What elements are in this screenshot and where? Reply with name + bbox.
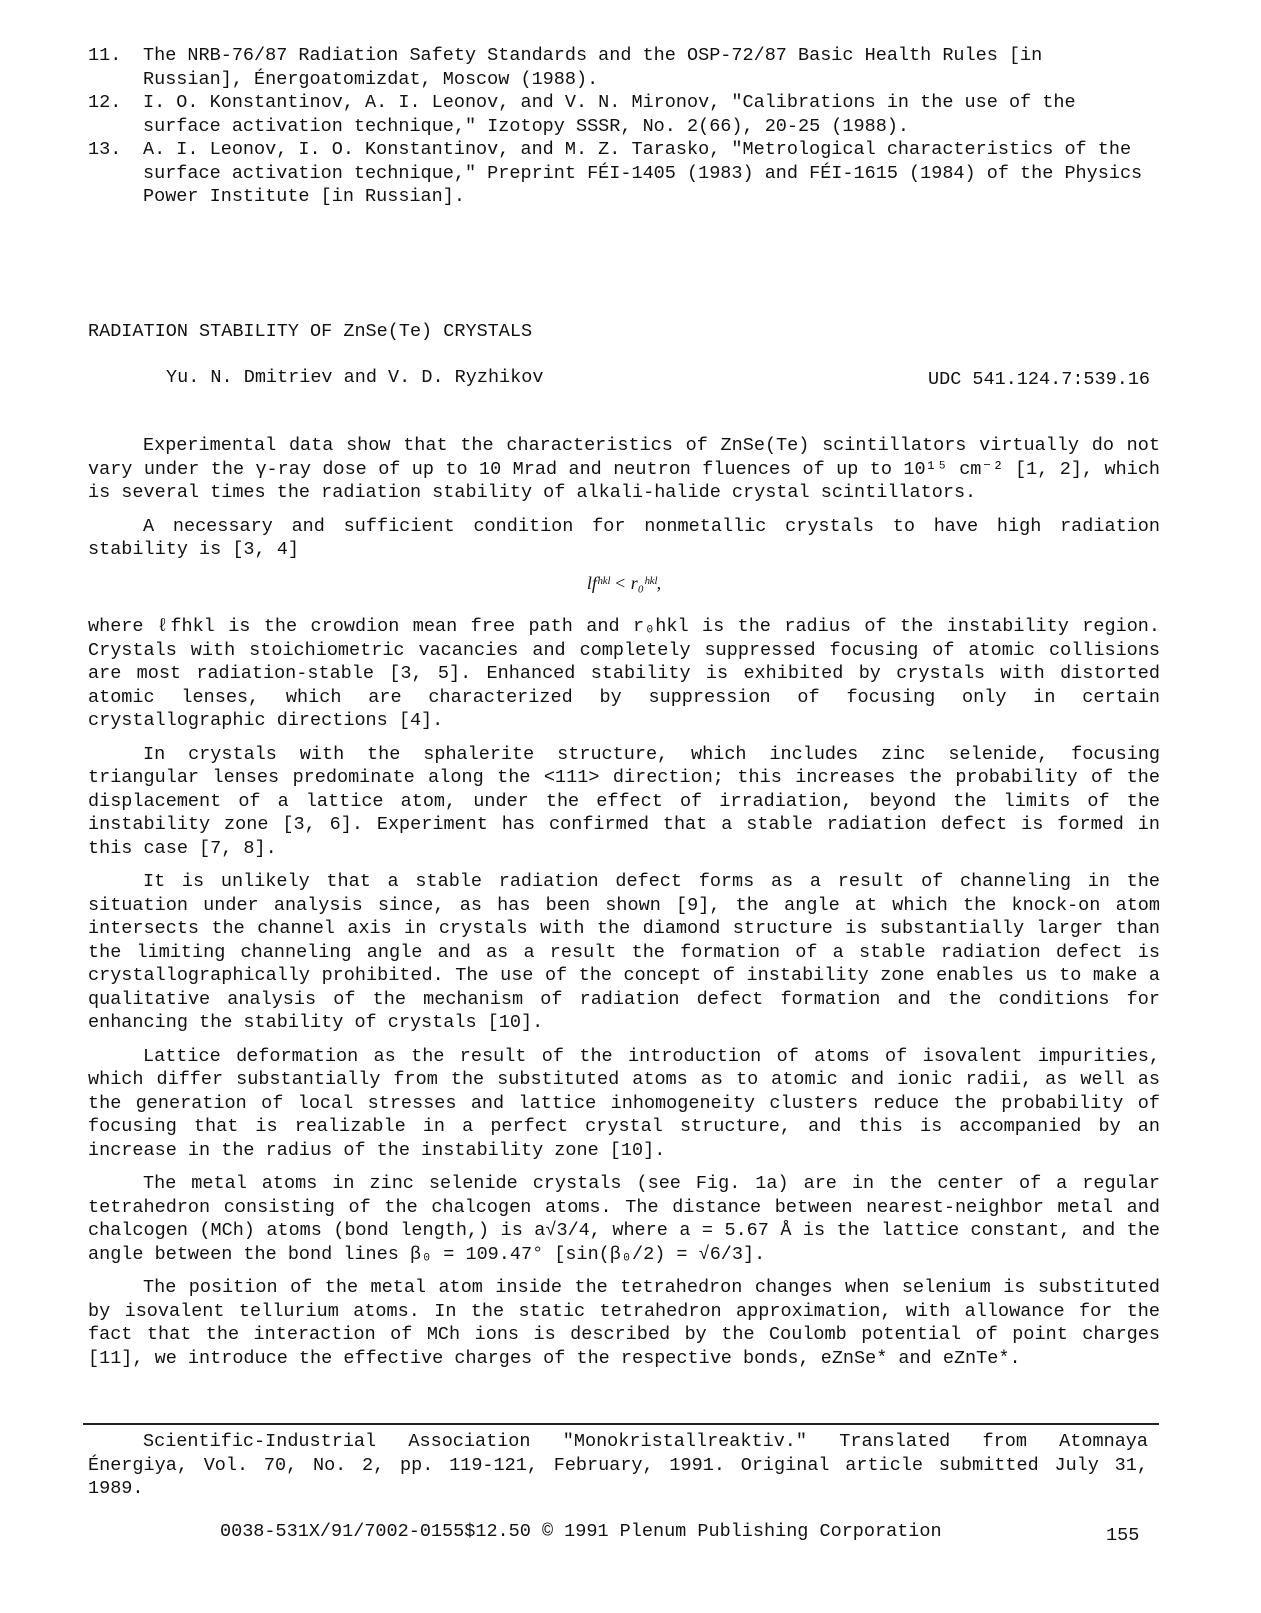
paragraph: It is unlikely that a stable radiation defect forms as a result of channeling in the situation under analysis since, as has been shown [9], the angle at which the knock-on atom intersects the channel axis in crystals with the diamond structure is substantially larger than the limiting channeling angle and as a result the formation of a stable radiation defect is crystallographically prohibited. The use of the concept of instability zone enables us to make a qualitative analysis of the mechanism of radiation defect formation and the conditions for enhancing the stability of crystals [10].: [88, 871, 1160, 1033]
footnote-text: Scientific-Industrial Association "Monokristallreaktiv." Translated from Atomnaya Énergiya, Vol. 70, No. 2, pp. 119-121, February, 1991. Original article submitted July 31, 1989.: [88, 1431, 1148, 1499]
udc-code: UDC 541.124.7:539.16: [928, 369, 1151, 390]
paragraph: In crystals with the sphalerite structure, which includes zinc selenide, focusing triangular lenses predominate along the <111> direction; this increases the probability of the displacement of a lattice atom, under the effect of irradiation, beyond the limits of the instability zone [3, 6]. Experiment has confirmed that a stable radiation defect is formed in this case [7, 8].: [88, 743, 1160, 859]
paragraph: The position of the metal atom inside the tetrahedron changes when selenium is substituted by isovalent tellurium atoms. In the static tetrahedron approximation, with allowance for the fact that the interaction of MCh ions is described by the Coulomb potential of point charges [11], we introduce the effective charges of the respective bonds, eZnSe* and eZnTe*.: [88, 1277, 1160, 1369]
paragraph: where ℓfhkl is the crowdion mean free path and r₀hkl is the radius of the instability region. Crystals with stoichiometric vacancies and completely suppressed focusing of atomic collisions are most radiation-stable [3, 5]. Enhanced stability is exhibited by crystals with distorted atomic lenses, which are characterized by suppression of focusing only in certain crystallographic directions [4].: [88, 616, 1160, 731]
copyright-line: 0038-531X/91/7002-0155$12.50 © 1991 Plenum Publishing Corporation: [220, 1521, 942, 1542]
page-number: 155: [1106, 1525, 1140, 1546]
paragraph: A necessary and sufficient condition for nonmetallic crystals to have high radiation stability is [3, 4]: [88, 515, 1160, 560]
reference-number: 13.: [88, 139, 122, 160]
paragraph: Experimental data show that the characteristics of ZnSe(Te) scintillators virtually do not vary under the γ-ray dose of up to 10 Mrad and neutron fluences of up to 10¹⁵ cm⁻² [1, 2], which is several times the radiation stability of alkali-halide crystal scintillators.: [88, 435, 1160, 503]
reference-text: I. O. Konstantinov, A. I. Leonov, and V. N. Mironov, "Calibrations in the use of the surface activation technique," Izotopy SSSR, No. 2(66), 20-25 (1988).: [143, 92, 1076, 137]
paragraph: The metal atoms in zinc selenide crystals (see Fig. 1a) are in the center of a regular tetrahedron consisting of the chalcogen atoms. The distance between nearest-neighbor metal and chalcogen (MCh) atoms (bond length,) is a√3/4, where a = 5.67 Å is the lattice constant, and the angle between the bond lines β₀ = 109.47° [sin(β₀/2) = √6/3].: [88, 1173, 1160, 1265]
article-authors: Yu. N. Dmitriev and V. D. Ryzhikov: [166, 367, 544, 388]
reference-text: A. I. Leonov, I. O. Konstantinov, and M. Z. Tarasko, "Metrological characteristics of the surface activation technique," Preprint FÉI-1405 (1983) and FÉI-1615 (1984) of the Physics Power Institute [in Russian].: [143, 139, 1143, 207]
equation: lfʰᵏˡ < r₀ʰᵏˡ,: [586, 572, 662, 593]
article-body: [88, 434, 1160, 1380]
reference-item: [88, 91, 1148, 138]
footnote: [88, 1430, 1148, 1501]
reference-number: 12.: [88, 92, 122, 113]
reference-list: [88, 44, 1148, 209]
reference-item: [88, 44, 1148, 91]
paragraph: Lattice deformation as the result of the introduction of atoms of isovalent impurities, which differ substantially from the substituted atoms as to atomic and ionic radii, as well as the generation of local stresses and lattice inhomogeneity clusters reduce the probability of focusing that is realizable in a perfect crystal structure, and this is accompanied by an increase in the radius of the instability zone [10].: [88, 1045, 1160, 1161]
reference-text: The NRB-76/87 Radiation Safety Standards and the OSP-72/87 Basic Health Rules [in Russian], Énergoatomizdat, Moscow (1988).: [143, 45, 1043, 90]
footnote-divider: [83, 1423, 1159, 1425]
reference-number: 11.: [88, 45, 122, 66]
article-title: RADIATION STABILITY OF ZnSe(Te) CRYSTALS: [88, 321, 533, 342]
reference-item: [88, 138, 1148, 209]
